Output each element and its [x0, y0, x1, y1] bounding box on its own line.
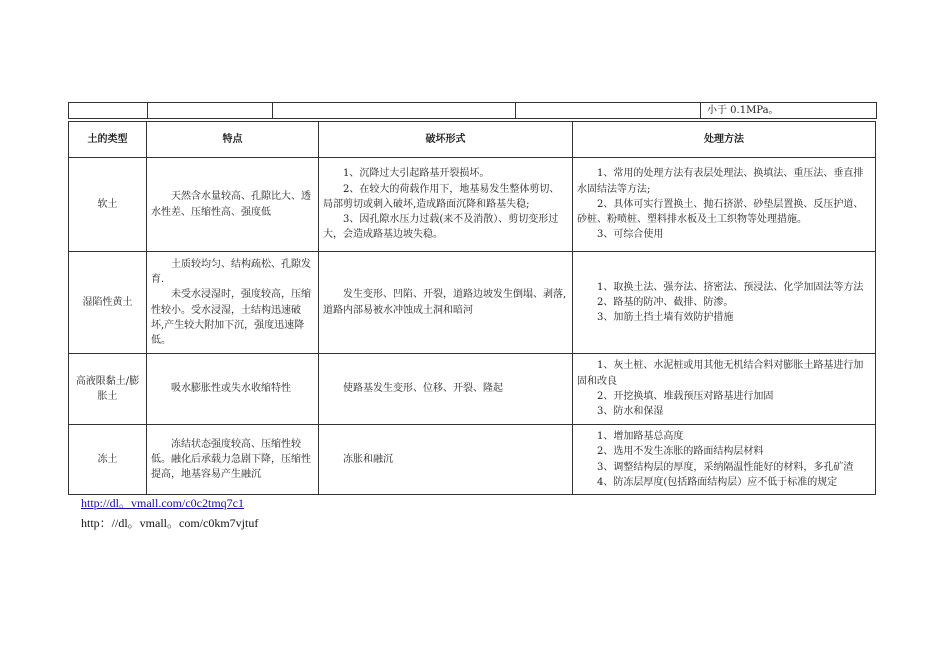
fragment-note: 小于 0.1MPa。	[701, 103, 877, 119]
fragment-cell	[69, 103, 148, 119]
treatment-item: 2、开挖换填、堆载预压对路基进行加固	[597, 391, 774, 402]
treatment-item: 3、可综合使用	[597, 229, 664, 241]
treatment-item: 1、增加路基总高度	[597, 430, 684, 442]
header-soil-type: 土的类型	[69, 122, 147, 158]
features-cell	[147, 354, 319, 425]
fragment-cell	[148, 103, 273, 119]
failure-item: 3、因孔隙水压力过载(来不及消散）、剪切变形过大，会造成路基边坡失稳。	[323, 214, 559, 241]
failure-item: 1、沉降过大引起路基开裂损坏。	[343, 168, 490, 180]
table-row	[69, 425, 876, 495]
soil-type-cell: 高液限黏土/膨胀土	[69, 354, 147, 425]
features-cell	[147, 158, 319, 252]
failure-item: 使路基发生变形、位移、开裂、隆起	[343, 383, 503, 395]
table-row	[69, 252, 876, 354]
treatment-item: 2、路基的防冲、截排、防渗。	[597, 296, 734, 308]
header-features: 特点	[147, 122, 319, 158]
treatment-item: 2、选用不发生冻胀的路面结构层材料	[597, 446, 764, 458]
treatment-item: 1、取换土法、强夯法、挤密法、预浸法、化学加固法等方法	[597, 281, 864, 293]
treatment-cell	[573, 158, 876, 252]
features-text: 吸水膨胀性或失水收缩特性	[171, 383, 291, 395]
treatment-item: 3、防水和保湿	[597, 406, 664, 418]
fragment-cell	[516, 103, 701, 119]
treatment-cell	[573, 252, 876, 354]
table-row	[69, 354, 876, 425]
treatment-cell	[573, 425, 876, 495]
features-cell	[147, 252, 319, 354]
soil-type-cell: 湿陷性黄土	[69, 252, 147, 354]
table-row	[69, 158, 876, 252]
fragment-cell	[273, 103, 516, 119]
failure-item: 2、在较大的荷载作用下，地基易发生整体剪切、局部剪切或刺入破坏,造成路面沉降和路基失稳;	[323, 183, 560, 210]
features-text: 土质较均匀、结构疏松、孔隙发育.	[151, 258, 311, 285]
treatment-cell	[573, 354, 876, 425]
failure-cell	[319, 354, 573, 425]
failure-cell	[319, 425, 573, 495]
treatment-item: 1、常用的处理方法有表层处理法、换填法、重压法、垂直排水固结法等方法;	[577, 168, 864, 195]
failure-cell	[319, 252, 573, 354]
download-link[interactable]: http://dl。vmall.com/c0c2tmq7c1	[81, 496, 244, 510]
failure-item: 冻胀和融沉	[343, 453, 393, 465]
link-block	[81, 493, 258, 533]
soil-type-cell: 冻土	[69, 425, 147, 495]
failure-cell	[319, 158, 573, 252]
features-text: 冻结状态强度较高、压缩性较低。融化后承载力急剧下降，压缩性提高，地基容易产生融沉	[151, 438, 311, 481]
treatment-item: 2、具体可实行置换土、抛石挤淤、砂垫层置换、反压护道、砂桩、粉喷桩、塑料排水板及土工织物等处理措施。	[577, 198, 864, 226]
header-treatment: 处理方法	[573, 122, 876, 158]
soil-treatment-table	[68, 121, 876, 495]
plain-url-text: http：//dl。vmall。com/c0km7vjtuf	[81, 516, 259, 530]
previous-table-fragment	[68, 102, 877, 119]
header-failure: 破坏形式	[319, 122, 573, 158]
features-text: 未受水浸湿时，强度较高，压缩性较小。受水浸湿，土结构迅速破坏,产生较大附加下沉，强度迅速降低。	[151, 289, 311, 347]
features-cell	[147, 425, 319, 495]
treatment-item: 3、调整结构层的厚度，采纳隔温性能好的材料，多孔矿渣	[597, 461, 854, 473]
treatment-item: 3、加筋土挡土墙有效防护措施	[597, 312, 734, 324]
soil-type-cell: 软土	[69, 158, 147, 252]
failure-item: 发生变形、凹陷、开裂，道路边坡发生倒塌、剥落,道路内部易被水冲蚀成土洞和暗河	[323, 289, 567, 316]
features-text: 天然含水量较高、孔隙比大、透水性差、压缩性高、强度低	[151, 191, 311, 218]
treatment-item: 1、灰土桩、水泥桩或用其他无机结合料对膨胀土路基进行加固和改良	[577, 360, 864, 387]
treatment-item: 4、防冻层厚度(包括路面结构层）应不低于标准的规定	[597, 476, 838, 488]
